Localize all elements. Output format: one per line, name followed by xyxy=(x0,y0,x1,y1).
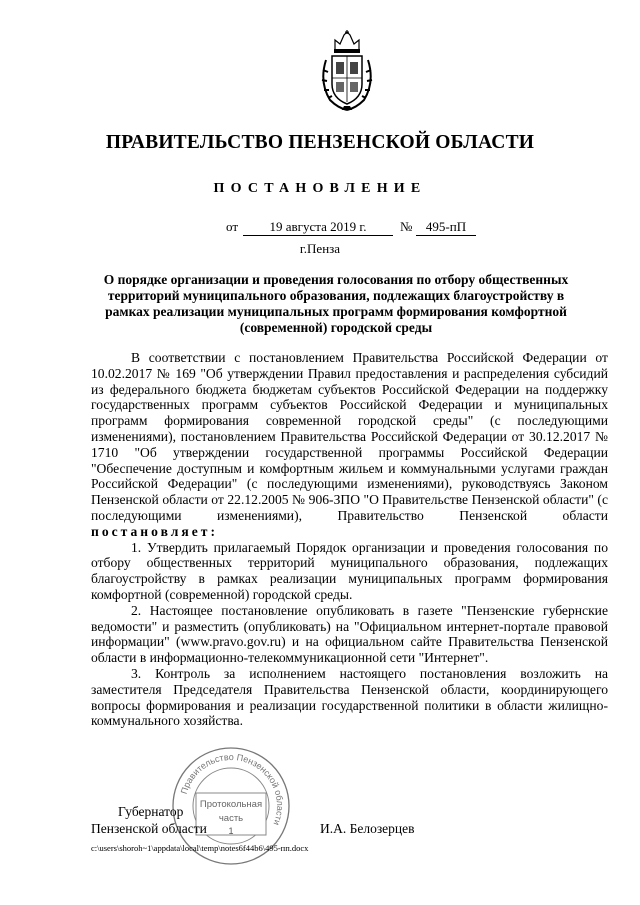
document-type: ПОСТАНОВЛЕНИЕ xyxy=(213,181,427,196)
item-2: 2. Настоящее постановление опубликовать в газете "Пензенские губернские ведомости" и разместить (опубликовать) на "Официальном интернет-портале правовой информации" (www.pravo.gov.ru) и на официальном сайте Правительства Пензенской области в информационно-телекоммуникационной сети "Интернет". xyxy=(91,602,608,666)
date-value: 19 августа 2019 г. xyxy=(243,219,393,236)
number-value: 495-пП xyxy=(416,219,476,236)
document-title: О порядке организации и проведения голосования по отбору общественных территорий муниципального образования, подлежащих благоустройству в рамках реализации муниципальных программ формирования комфортной (современной) городской среды xyxy=(103,272,569,335)
signatory-name: И.А. Белозерцев xyxy=(320,821,415,836)
stamp-number: 1 xyxy=(228,826,234,836)
date-prefix: от xyxy=(226,219,239,234)
date-field xyxy=(243,219,393,236)
item-1: 1. Утвердить прилагаемый Порядок организации и проведения голосования по отбору общественных территорий муниципального образования, подлежащих благоустройству в рамках реализации муниципальных программ формирования комфортной (современной) городской среды. xyxy=(91,539,608,602)
preamble-text: В соответствии с постановлением Правительства Российской Федерации от 10.02.2017 № 169 "Об утверждении Правил предоставления и распределения субсидий из федерального бюджета бюджетам субъектов Российской Федерации на поддержку государственных программ субъектов Российской Федерации и муниципальных программ формирования современной городской среды" (с последующими изменениями), постановлением Правительства Российской Федерации от 30.12.2017 № 1710 "Об утверждении государственной программы Российской Федерации "Обеспечение доступным и комфортным жильем и коммунальными услугами граждан Российской Федерации" (с последующими изменениями), руководствуясь Законом Пензенской области от 22.12.2005 № 906-ЗПО "О Правительстве Пензенской области" (с последующими изменениями), Правительство Пензенской области xyxy=(91,350,608,523)
government-name: ПРАВИТЕЛЬСТВО ПЕНЗЕНСКОЙ ОБЛАСТИ xyxy=(105,132,535,153)
stamp-line1: Протокольная xyxy=(199,799,263,810)
file-path: c:\users\shoroh~1\appdata\local\temp\notes6f44b6\495-пп.docx xyxy=(91,843,309,853)
signatory-title-line2: Пензенской области xyxy=(91,821,207,836)
city: г.Пенза xyxy=(299,241,341,256)
stamp-ring-path: Правительство Пензенской области xyxy=(178,751,286,827)
coat-of-arms-icon xyxy=(318,30,376,112)
resolves-word: постановляет: xyxy=(91,523,218,539)
item-3: 3. Контроль за исполнением настоящего постановления возложить на заместителя Председателя Правительства Пензенской области, координирующего вопросы формирования и реализации государственной политики в области жилищно-коммунального хозяйства. xyxy=(91,665,608,729)
stamp-line2: часть xyxy=(218,813,244,824)
number-prefix: № xyxy=(400,219,413,234)
signatory-title-line1: Губернатор xyxy=(118,804,184,819)
preamble-paragraph xyxy=(91,350,608,540)
document-body xyxy=(91,350,608,729)
number-field xyxy=(416,219,476,236)
